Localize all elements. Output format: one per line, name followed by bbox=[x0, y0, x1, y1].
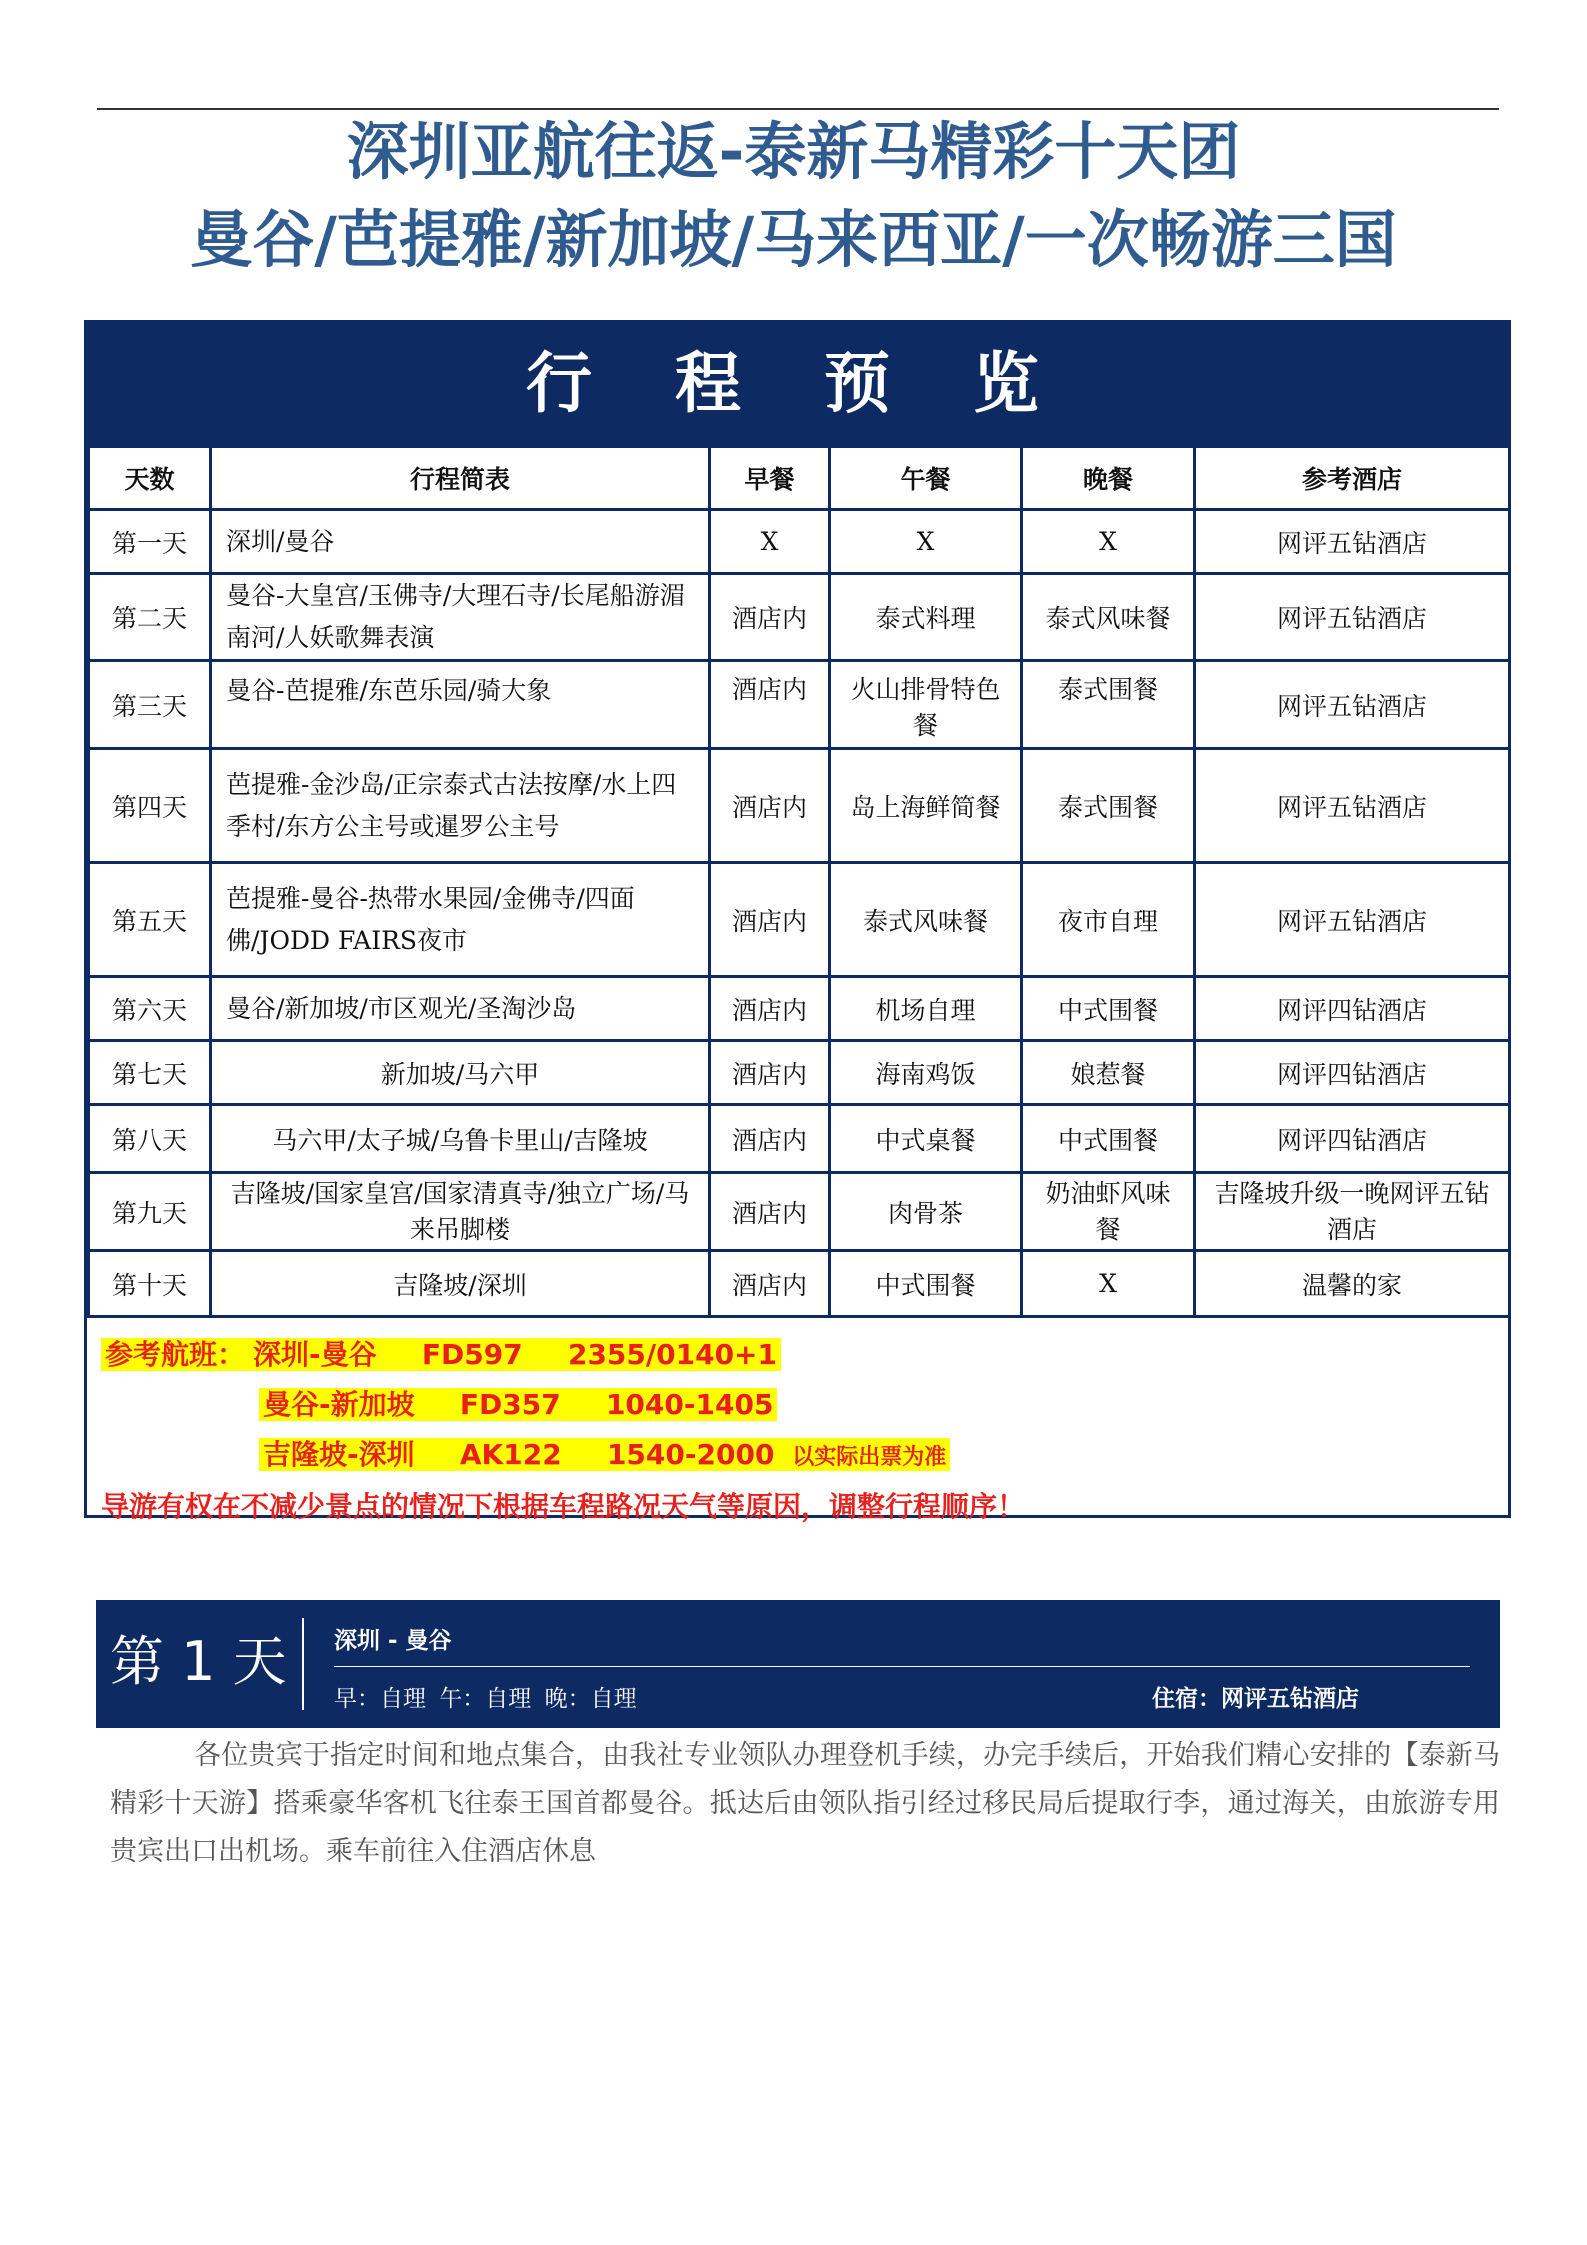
day-route: 深圳 - 曼谷 bbox=[334, 1628, 452, 1654]
cell-day: 第五天 bbox=[89, 863, 211, 977]
cell-day: 第七天 bbox=[89, 1041, 211, 1105]
day-meals: 早：自理 午：自理 晚：自理 bbox=[334, 1686, 637, 1712]
cell-breakfast: 酒店内 bbox=[710, 977, 830, 1041]
cell-breakfast: 酒店内 bbox=[710, 1173, 830, 1251]
flight-code: AK122 bbox=[456, 1438, 566, 1471]
cell-hotel: 网评五钻酒店 bbox=[1195, 510, 1510, 574]
cell-day: 第四天 bbox=[89, 749, 211, 863]
day-1-description: 各位贵宾于指定时间和地点集合，由我社专业领队办理登机手续，办完手续后，开始我们精心安排的【泰新马精彩十天游】搭乘豪华客机飞往泰王国首都曼谷。抵达后由领队指引经过移民局后提取行李，通过海关，由旅游专用贵宾出口出机场。乘车前往入住酒店休息 bbox=[110, 1740, 1500, 1867]
cell-route: 深圳/曼谷 bbox=[211, 510, 710, 574]
col-lunch: 午餐 bbox=[830, 447, 1022, 510]
cell-lunch: 肉骨茶 bbox=[830, 1173, 1022, 1251]
day-number: 第 1 天 bbox=[110, 1630, 287, 1693]
cell-dinner: X bbox=[1022, 1251, 1195, 1317]
table-header-row bbox=[89, 447, 1510, 510]
overview-heading: 行 程 预 览 bbox=[87, 323, 1508, 445]
cell-dinner: 娘惹餐 bbox=[1022, 1041, 1195, 1105]
cell-hotel: 网评五钻酒店 bbox=[1195, 574, 1510, 661]
cell-day: 第三天 bbox=[89, 661, 211, 749]
guide-note: 导游有权在不减少景点的情况下根据车程路况天气等原因，调整行程顺序！ bbox=[101, 1490, 1026, 1523]
top-rule bbox=[97, 108, 1499, 110]
cell-route: 芭提雅-金沙岛/正宗泰式古法按摩/水上四季村/东方公主号或暹罗公主号 bbox=[211, 749, 710, 863]
cell-route: 曼谷-芭提雅/东芭乐园/骑大象 bbox=[211, 661, 710, 749]
flights-label: 参考航班： bbox=[101, 1338, 249, 1371]
page-subtitle: 曼谷/芭提雅/新加坡/马来西亚/一次畅游三国 bbox=[190, 203, 1397, 276]
table-row bbox=[89, 977, 1510, 1041]
table-row bbox=[89, 1173, 1510, 1251]
cell-dinner: 中式围餐 bbox=[1022, 1105, 1195, 1173]
cell-breakfast: 酒店内 bbox=[710, 749, 830, 863]
cell-breakfast: X bbox=[710, 510, 830, 574]
flight-time: 1540-2000 bbox=[603, 1438, 778, 1471]
cell-day: 第六天 bbox=[89, 977, 211, 1041]
cell-breakfast: 酒店内 bbox=[710, 1251, 830, 1317]
banner-rule bbox=[334, 1666, 1470, 1667]
table-row bbox=[89, 863, 1510, 977]
cell-lunch: 中式围餐 bbox=[830, 1251, 1022, 1317]
cell-lunch: 机场自理 bbox=[830, 977, 1022, 1041]
cell-day: 第九天 bbox=[89, 1173, 211, 1251]
cell-lunch: 海南鸡饭 bbox=[830, 1041, 1022, 1105]
table-row bbox=[89, 1105, 1510, 1173]
cell-dinner: 中式围餐 bbox=[1022, 977, 1195, 1041]
cell-dinner: X bbox=[1022, 510, 1195, 574]
flight-route: 曼谷-新加坡 bbox=[259, 1388, 419, 1421]
table-row bbox=[89, 574, 1510, 661]
cell-dinner: 奶油虾风味餐 bbox=[1022, 1173, 1195, 1251]
cell-lunch: 中式桌餐 bbox=[830, 1105, 1022, 1173]
col-hotel: 参考酒店 bbox=[1195, 447, 1510, 510]
cell-hotel: 网评五钻酒店 bbox=[1195, 749, 1510, 863]
cell-lunch: 泰式风味餐 bbox=[830, 863, 1022, 977]
flight-notes bbox=[87, 1318, 1508, 1534]
cell-breakfast: 酒店内 bbox=[710, 1105, 830, 1173]
cell-day: 第八天 bbox=[89, 1105, 211, 1173]
flight-time: 2355/0140+1 bbox=[564, 1338, 781, 1371]
cell-route: 马六甲/太子城/乌鲁卡里山/吉隆坡 bbox=[211, 1105, 710, 1173]
flight-time: 1040-1405 bbox=[602, 1388, 777, 1421]
cell-route: 曼谷-大皇宫/玉佛寺/大理石寺/长尾船游湄南河/人妖歌舞表演 bbox=[211, 574, 710, 661]
cell-route: 曼谷/新加坡/市区观光/圣淘沙岛 bbox=[211, 977, 710, 1041]
cell-breakfast: 酒店内 bbox=[710, 1041, 830, 1105]
table-row bbox=[89, 1041, 1510, 1105]
flight-note: 以实际出票为准 bbox=[792, 1445, 947, 1470]
table-row bbox=[89, 1251, 1510, 1317]
cell-dinner: 泰式风味餐 bbox=[1022, 574, 1195, 661]
col-breakfast: 早餐 bbox=[710, 447, 830, 510]
cell-lunch: 火山排骨特色餐 bbox=[830, 661, 1022, 749]
flight-code: FD597 bbox=[418, 1338, 527, 1371]
cell-hotel: 网评四钻酒店 bbox=[1195, 977, 1510, 1041]
itinerary-table bbox=[87, 445, 1511, 1318]
flight-line bbox=[101, 1330, 1494, 1380]
banner-divider bbox=[302, 1618, 304, 1710]
cell-route: 芭提雅-曼谷-热带水果园/金佛寺/四面佛/JODD FAIRS夜市 bbox=[211, 863, 710, 977]
cell-lunch: 泰式料理 bbox=[830, 574, 1022, 661]
cell-route: 吉隆坡/国家皇宫/国家清真寺/独立广场/马来吊脚楼 bbox=[211, 1173, 710, 1251]
cell-hotel: 吉隆坡升级一晚网评五钻酒店 bbox=[1195, 1173, 1510, 1251]
cell-hotel: 网评五钻酒店 bbox=[1195, 863, 1510, 977]
flight-line bbox=[101, 1430, 1494, 1480]
cell-breakfast: 酒店内 bbox=[710, 574, 830, 661]
cell-day: 第一天 bbox=[89, 510, 211, 574]
itinerary-overview bbox=[84, 320, 1511, 1523]
cell-dinner: 泰式围餐 bbox=[1022, 749, 1195, 863]
cell-hotel: 网评五钻酒店 bbox=[1195, 661, 1510, 749]
cell-breakfast: 酒店内 bbox=[710, 863, 830, 977]
table-row bbox=[89, 749, 1510, 863]
table-row bbox=[89, 661, 1510, 749]
cell-hotel: 网评四钻酒店 bbox=[1195, 1105, 1510, 1173]
cell-route: 吉隆坡/深圳 bbox=[211, 1251, 710, 1317]
flight-route: 吉隆坡-深圳 bbox=[259, 1438, 419, 1471]
flight-line bbox=[101, 1380, 1494, 1430]
col-dinner: 晚餐 bbox=[1022, 447, 1195, 510]
cell-hotel: 温馨的家 bbox=[1195, 1251, 1510, 1317]
cell-hotel: 网评四钻酒店 bbox=[1195, 1041, 1510, 1105]
cell-dinner: 夜市自理 bbox=[1022, 863, 1195, 977]
table-row bbox=[89, 510, 1510, 574]
cell-lunch: X bbox=[830, 510, 1022, 574]
flight-code: FD357 bbox=[456, 1388, 565, 1421]
cell-lunch: 岛上海鲜简餐 bbox=[830, 749, 1022, 863]
cell-day: 第十天 bbox=[89, 1251, 211, 1317]
day-hotel: 住宿：网评五钻酒店 bbox=[1152, 1686, 1359, 1712]
cell-route: 新加坡/马六甲 bbox=[211, 1041, 710, 1105]
day-1-banner bbox=[96, 1600, 1500, 1728]
col-route: 行程简表 bbox=[211, 447, 710, 510]
cell-breakfast: 酒店内 bbox=[710, 661, 830, 749]
page-title: 深圳亚航往返-泰新马精彩十天团 bbox=[346, 115, 1241, 188]
cell-dinner: 泰式围餐 bbox=[1022, 661, 1195, 749]
cell-day: 第二天 bbox=[89, 574, 211, 661]
col-day: 天数 bbox=[89, 447, 211, 510]
flight-route: 深圳-曼谷 bbox=[249, 1338, 381, 1371]
